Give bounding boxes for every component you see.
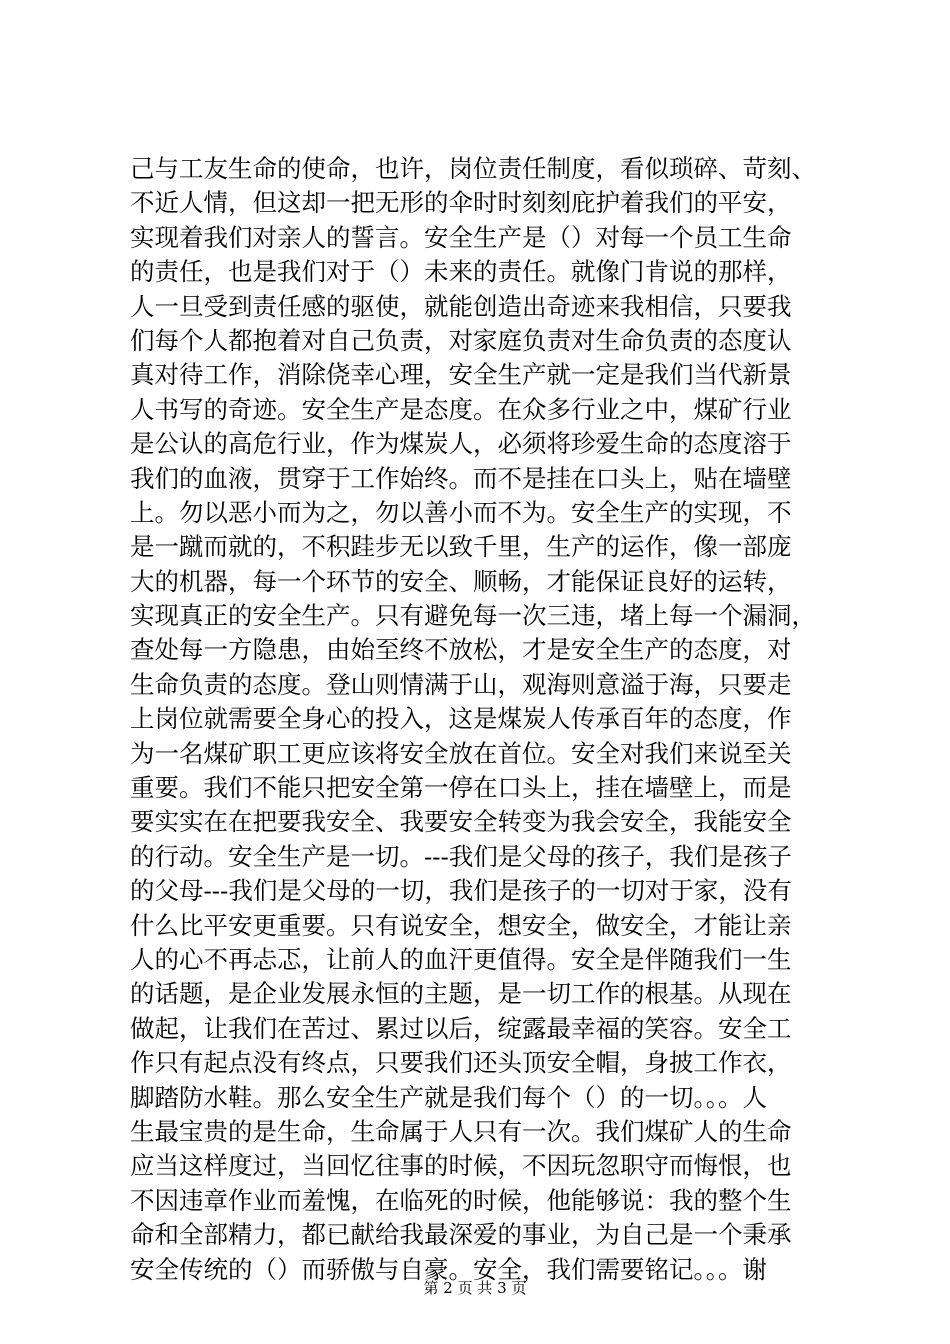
text-line: 脚踏防水鞋。那么安全生产就是我们每个（）的一切。。。人 <box>130 1082 767 1112</box>
text-line: 什么比平安更重要。只有说安全，想安全，做安全，才能让亲 <box>130 910 792 940</box>
text-line: 人书写的奇迹。安全生产是态度。在众多行业之中，煤矿行业 <box>130 394 792 424</box>
text-line: 安全传统的（）而骄傲与自豪。安全，我们需要铭记。。。谢 <box>130 1254 767 1284</box>
text-line: 的责任，也是我们对于（）未来的责任。就像门肯说的那样， <box>130 257 792 287</box>
text-line: 为一名煤矿职工更应该将安全放在首位。安全对我们来说至关 <box>130 738 792 768</box>
text-line: 们每个人都抱着对自己负责，对家庭负责对生命负责的态度认 <box>130 325 792 355</box>
text-line: 查处每一方隐患，由始至终不放松，才是安全生产的态度，对 <box>130 635 792 665</box>
text-line: 不因违章作业而羞愧，在临死的时候，他能够说：我的整个生 <box>130 1185 792 1215</box>
text-line: 应当这样度过，当回忆往事的时候，不因玩忽职守而悔恨，也 <box>130 1151 792 1181</box>
text-line: 的父母---我们是父母的一切，我们是孩子的一切对于家，没有 <box>130 876 792 906</box>
text-line: 上。勿以恶小而为之，勿以善小而不为。安全生产的实现，不 <box>130 497 792 527</box>
text-line: 实现真正的安全生产。只有避免每一次三违，堵上每一个漏洞， <box>130 601 816 631</box>
text-line: 真对待工作，消除侥幸心理，安全生产就一定是我们当代新景 <box>130 360 792 390</box>
text-line: 我们的血液，贯穿于工作始终。而不是挂在口头上，贴在墙壁 <box>130 463 792 493</box>
text-line: 命和全部精力，都已献给我最深爱的事业，为自己是一个秉承 <box>130 1220 792 1250</box>
text-line: 不近人情，但这却一把无形的伞时时刻刻庇护着我们的平安， <box>130 188 792 218</box>
page-footer: 第 2 页 共 3 页 <box>423 1279 527 1297</box>
text-line: 人一旦受到责任感的驱使，就能创造出奇迹来我相信，只要我 <box>130 291 792 321</box>
text-line: 人的心不再忐忑，让前人的血汗更值得。安全是伴随我们一生 <box>130 944 792 974</box>
body-text <box>130 152 830 1287</box>
text-line: 上岗位就需要全身心的投入，这是煤炭人传承百年的态度，作 <box>130 704 792 734</box>
text-line: 是公认的高危行业，作为煤炭人，必须将珍爱生命的态度溶于 <box>130 429 792 459</box>
text-line: 己与工友生命的使命，也许，岗位责任制度，看似琐碎、苛刻、 <box>130 154 816 183</box>
text-line: 大的机器，每一个环节的安全、顺畅，才能保证良好的运转， <box>130 566 792 596</box>
text-line: 要实实在在把要我安全、我要安全转变为我会安全，我能安全 <box>130 807 792 837</box>
text-line: 是一蹴而就的，不积跬步无以致千里，生产的运作，像一部庞 <box>130 532 792 562</box>
text-line: 作只有起点没有终点，只要我们还头顶安全帽，身披工作衣， <box>130 1048 792 1078</box>
text-line: 的行动。安全生产是一切。---我们是父母的孩子，我们是孩子 <box>130 841 792 871</box>
text-line: 重要。我们不能只把安全第一停在口头上，挂在墙壁上，而是 <box>130 773 792 803</box>
text-line: 生最宝贵的是生命，生命属于人只有一次。我们煤矿人的生命 <box>130 1116 792 1146</box>
text-line: 生命负责的态度。登山则情满于山，观海则意溢于海，只要走 <box>130 669 792 699</box>
text-line: 的话题，是企业发展永恒的主题，是一切工作的根基。从现在 <box>130 979 792 1009</box>
text-line: 做起，让我们在苦过、累过以后，绽露最幸福的笑容。安全工 <box>130 1013 792 1043</box>
text-line: 实现着我们对亲人的誓言。安全生产是（）对每一个员工生命 <box>130 222 792 252</box>
